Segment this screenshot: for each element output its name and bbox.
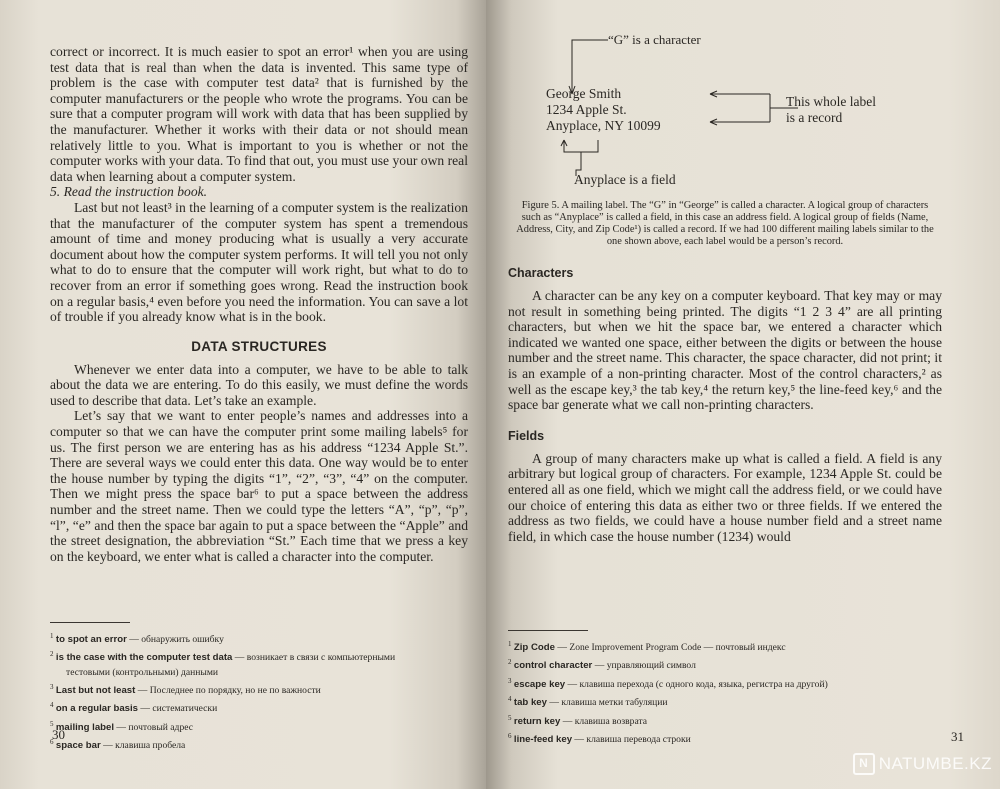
paragraph: Whenever we enter data into a computer, we have to be able to talk about the data we are entering. To do this easily, we must define the words used to describe that data. Let’s take an example.	[50, 361, 468, 408]
paragraph: correct or incorrect. It is much easier to spot an error¹ when you are using test data that is real than when the data is invented. This same type of problem is the case with computer test data² that is furnished by the computer manufacturers or the people who wrote the programs. You can be sure that a computer program will work with data that has been supplied by the manufacturer. Whether it works with their data or not should mean relatively little to you. What is important to you is whether or not the computer works with your data. To find that out, you must use your own real data when learning about a computer system.	[50, 44, 468, 184]
section-heading: DATA STRUCTURES	[191, 338, 327, 354]
figure-caption: Figure 5. A mailing label. The “G” in “George” is called a character. A logical group of characters such as “Anyplace” is called a field, in this case an address field. A logical group of fields (Name, Address, City, and Zip Code¹) is called a record. If we had 100 different mailing labels similar to the one shown above, each label would be a person’s record.	[516, 200, 934, 247]
footnote: $^2$ is the case with the computer test data — возникает в связи с компьютерными	[50, 650, 396, 664]
mailing-label-diagram	[508, 24, 942, 194]
field-bracket	[564, 140, 598, 152]
paragraph: A group of many characters make up what is called a field. A field is any arbitrary but logical group of characters. For example, 1234 Apple St. could be entered all as one field, which we might call the address field, or we could have our choice of entering this data as either two or three fields. If we entered the address as two fields, we could have a house number field and a street name field, in which case the house number (1234) would	[508, 450, 942, 544]
footnote-rule	[508, 630, 588, 631]
footnote: $^3$ Last but not least — Последнее по порядку, но не по важности	[50, 682, 321, 697]
page-number: 30	[52, 727, 65, 742]
address-line: 1234 Apple St.	[546, 102, 627, 117]
address-line: Anyplace, NY 10099	[546, 118, 661, 133]
footnote-rule	[50, 622, 130, 623]
footnote: $^3$ escape key — клавиша перехода (с одного кода, языка, регистра на другой)	[508, 676, 828, 690]
footnotes	[508, 630, 942, 747]
numbered-item: 5. Read the instruction book.	[50, 184, 208, 200]
footnote: $^6$ space bar — клавиша пробела	[50, 738, 186, 752]
footnote: $^4$ on a regular basis — систематически	[50, 701, 218, 715]
paragraph: Last but not least³ in the learning of a computer system is the realization that the manufacturer of the computer system has spent a tremendous amount of time and money producing what is usually a very accurate document about how the computer system performs. It will tell you not only what to do to ensure that the computer will work right, but what to do to recover from an error if something goes wrong. Read the instruction book on a regular basis,⁴ even before you need the information. You can save a lot of trouble if you already know what is in the book.	[50, 199, 468, 325]
character-label: “G” is a character	[608, 32, 701, 47]
footnote: $^5$ mailing label — почтовый адрес	[50, 719, 193, 733]
paragraph: Let’s say that we want to enter people’s names and addresses into a computer so that we can have the computer print some mailing labels⁵ for us. The first person we are entering has as his address “1234 Apple St.”. There are several ways we could enter this data. One way would be to enter the house number by typing the digits “1”, “2”, “3”, “4” on the computer. Then we might press the space bar⁶ to put a space between the address number and the street name. Then we could type the letters “A”, “p”, “p”, “l”, “e” and then the space bar again to put a space between the “Apple” and the street designation, the abbreviation “St.” Each time that we press a key on the keyboard, we enter what is called a character into the computer.	[50, 408, 468, 564]
footnotes	[50, 622, 468, 754]
section-heading: Characters	[508, 266, 574, 280]
section-heading: Fields	[508, 428, 545, 443]
footnote: тестовыми (контрольными) данными	[66, 666, 219, 678]
watermark-text: NATUMBE.KZ	[878, 754, 992, 773]
watermark	[853, 753, 992, 775]
record-label: This whole label	[786, 94, 876, 109]
footnote: $^1$ Zip Code — Zone Improvement Program Code — почтовый индекс	[508, 640, 786, 654]
footnote: $^1$ to spot an error — обнаружить ошибку	[50, 632, 224, 646]
address-line: George Smith	[546, 86, 622, 101]
right-page	[486, 0, 1000, 789]
left-page	[0, 0, 486, 789]
watermark-logo-icon: N	[853, 753, 875, 775]
paragraph: A character can be any key on a computer keyboard. That key may or may not result in something being printed. The digits “1 2 3 4” are all printing characters, but when we hit the space bar, we entered a character which indicated we wanted one space, either between the digits or between the house number and the street name. This character, the space character, did not print; it is an example of a non-printing character. Most of the control characters,² as well as the escape key,³ the tab key,⁴ the return key,⁵ the line-feed key,⁶ and the space bar generate what we call non-printing characters.	[508, 288, 942, 413]
record-label: is a record	[786, 110, 843, 125]
field-label: Anyplace is a field	[574, 172, 676, 187]
footnote: $^2$ control character — управляющий символ	[508, 658, 696, 672]
footnote: $^5$ return key — клавиша возврата	[508, 713, 648, 727]
footnote: $^4$ tab key — клавиша метки табуляции	[508, 695, 668, 709]
footnote: $^6$ line-feed key — клавиша перевода строки	[508, 731, 691, 746]
page-number: 31	[951, 729, 964, 744]
